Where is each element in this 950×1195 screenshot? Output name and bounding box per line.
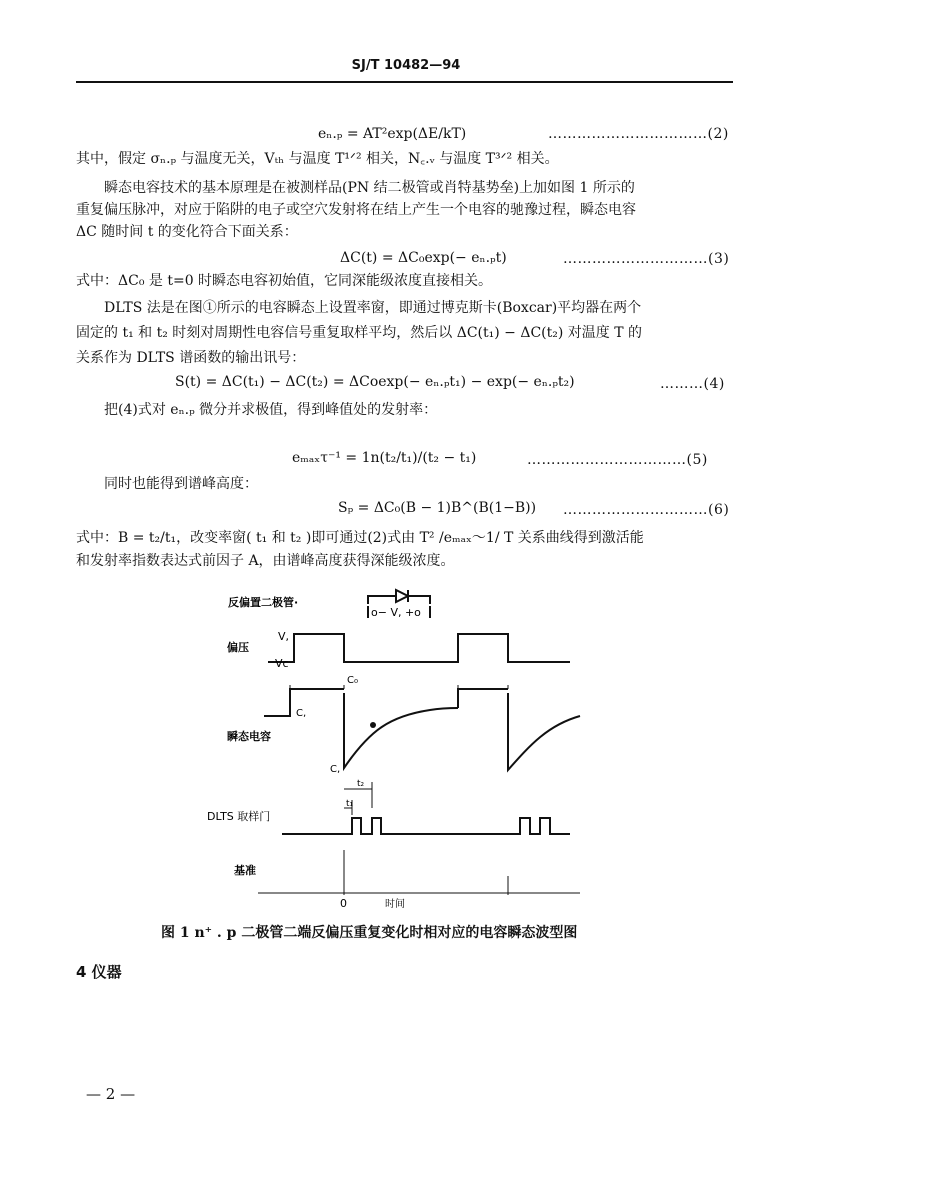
equation-5-number: ……………………………(5) — [527, 452, 708, 468]
paragraph-dlts-line1: DLTS 法是在图①所示的电容瞬态上设置率窗，即通过博克斯卡(Boxcar)平均器在两个 — [104, 300, 642, 316]
equation-6-number: …………………………(6) — [563, 502, 730, 518]
figure-caption: 图 1 n⁺ . p 二极管二端反偏压重复变化时相对应的电容瞬态波型图 — [161, 925, 578, 941]
zero-label: 0 — [340, 897, 347, 910]
equation-6: Sₚ = ΔC₀(B − 1)B^(B(1−B)) — [338, 500, 537, 516]
diode-label: 反偏置二极管· — [228, 596, 299, 609]
capacitance-top-2 — [458, 689, 508, 708]
paragraph-principle-line3: ΔC 随时间 t 的变化符合下面关系： — [76, 224, 298, 240]
t1-label: t₁ — [346, 799, 354, 809]
paragraph-rate-window-line1: 式中：B = t₂/t₁，改变率窗( t₁ 和 t₂ )即可通过(2)式由 T² /eₘₐₓ～1/ T 关系曲线得到激活能 — [76, 530, 644, 546]
equation-2-number: ……………………………(2) — [548, 126, 729, 142]
capacitance-transient-2 — [508, 693, 580, 770]
cf-label: C, — [296, 708, 307, 719]
cr-label: C, — [330, 764, 341, 775]
diode-symbol — [368, 590, 430, 604]
paragraph-peak-height: 同时也能得到谱峰高度： — [104, 476, 258, 492]
vc-label: Vc — [275, 657, 289, 670]
bias-label: 偏压 — [227, 641, 249, 654]
equation-5: eₘₐₓτ⁻¹ = 1n(t₂/t₁)/(t₂ − t₁) — [292, 450, 477, 466]
equation-4-number: ………(4) — [660, 376, 725, 392]
bias-waveform — [268, 634, 570, 662]
dlts-gate-1 — [282, 818, 570, 834]
paragraph-dlts-line2: 固定的 t₁ 和 t₂ 时刻对周期性电容信号重复取样平均，然后以 ΔC(t₁) − ΔC(t₂) 对温度 T 的 — [76, 325, 643, 341]
t2-label: t₂ — [357, 779, 365, 789]
equation-3-number: …………………………(3) — [563, 251, 730, 267]
equation-2: eₙ.ₚ = AT²exp(ΔE/kT) — [318, 126, 467, 142]
vr-label: V, — [278, 630, 290, 643]
standard-code-header: SJ/T 10482—94 — [351, 58, 461, 73]
capacitance-label: 瞬态电容 — [227, 730, 271, 743]
transient-marker-dot — [370, 722, 376, 728]
capacitance-transient-1 — [344, 693, 458, 768]
equation-3: ΔC(t) = ΔC₀exp(− eₙ.ₚt) — [340, 250, 507, 266]
section-heading: 4 仪器 — [76, 963, 122, 981]
reference-label: 基准 — [234, 864, 256, 877]
paragraph-principle-line1: 瞬态电容技术的基本原理是在被测样品(PN 结二极管或肖特基势垒)上加如图 1 所示的 — [104, 180, 635, 196]
page-number: — 2 — — [86, 1085, 136, 1103]
paragraph-rate-window-line2: 和发射率指数表达式前因子 A，由谱峰高度获得深能级浓度。 — [76, 553, 455, 569]
paragraph-principle-line2: 重复偏压脉冲，对应于陷阱的电子或空穴发射将在结上产生一个电容的驰豫过程，瞬态电容 — [76, 202, 636, 218]
paragraph-initial-value: 式中：ΔC₀ 是 t=0 时瞬态电容初始值，它同深能级浓度直接相关。 — [76, 273, 493, 289]
dlts-gate-label: DLTS 取样门 — [207, 810, 271, 823]
time-label: 时间 — [385, 899, 405, 910]
c0-label: C₀ — [347, 675, 358, 686]
equation-4: S(t) = ΔC(t₁) − ΔC(t₂) = ΔCoexp(− eₙ.ₚt₁) − exp(− eₙ.ₚt₂) — [175, 374, 575, 390]
paragraph-derivative: 把(4)式对 eₙ.ₚ 微分并求极值，得到峰值处的发射率： — [104, 402, 438, 418]
diode-terminals: o− V, +o — [371, 606, 421, 619]
paragraph-assumptions: 其中，假定 σₙ.ₚ 与温度无关，Vₜₕ 与温度 T¹ᐟ² 相关，N꜀.ᵥ 与温度 T³ᐟ² 相关。 — [76, 151, 559, 167]
paragraph-dlts-line3: 关系作为 DLTS 谱函数的输出讯号： — [76, 350, 306, 366]
